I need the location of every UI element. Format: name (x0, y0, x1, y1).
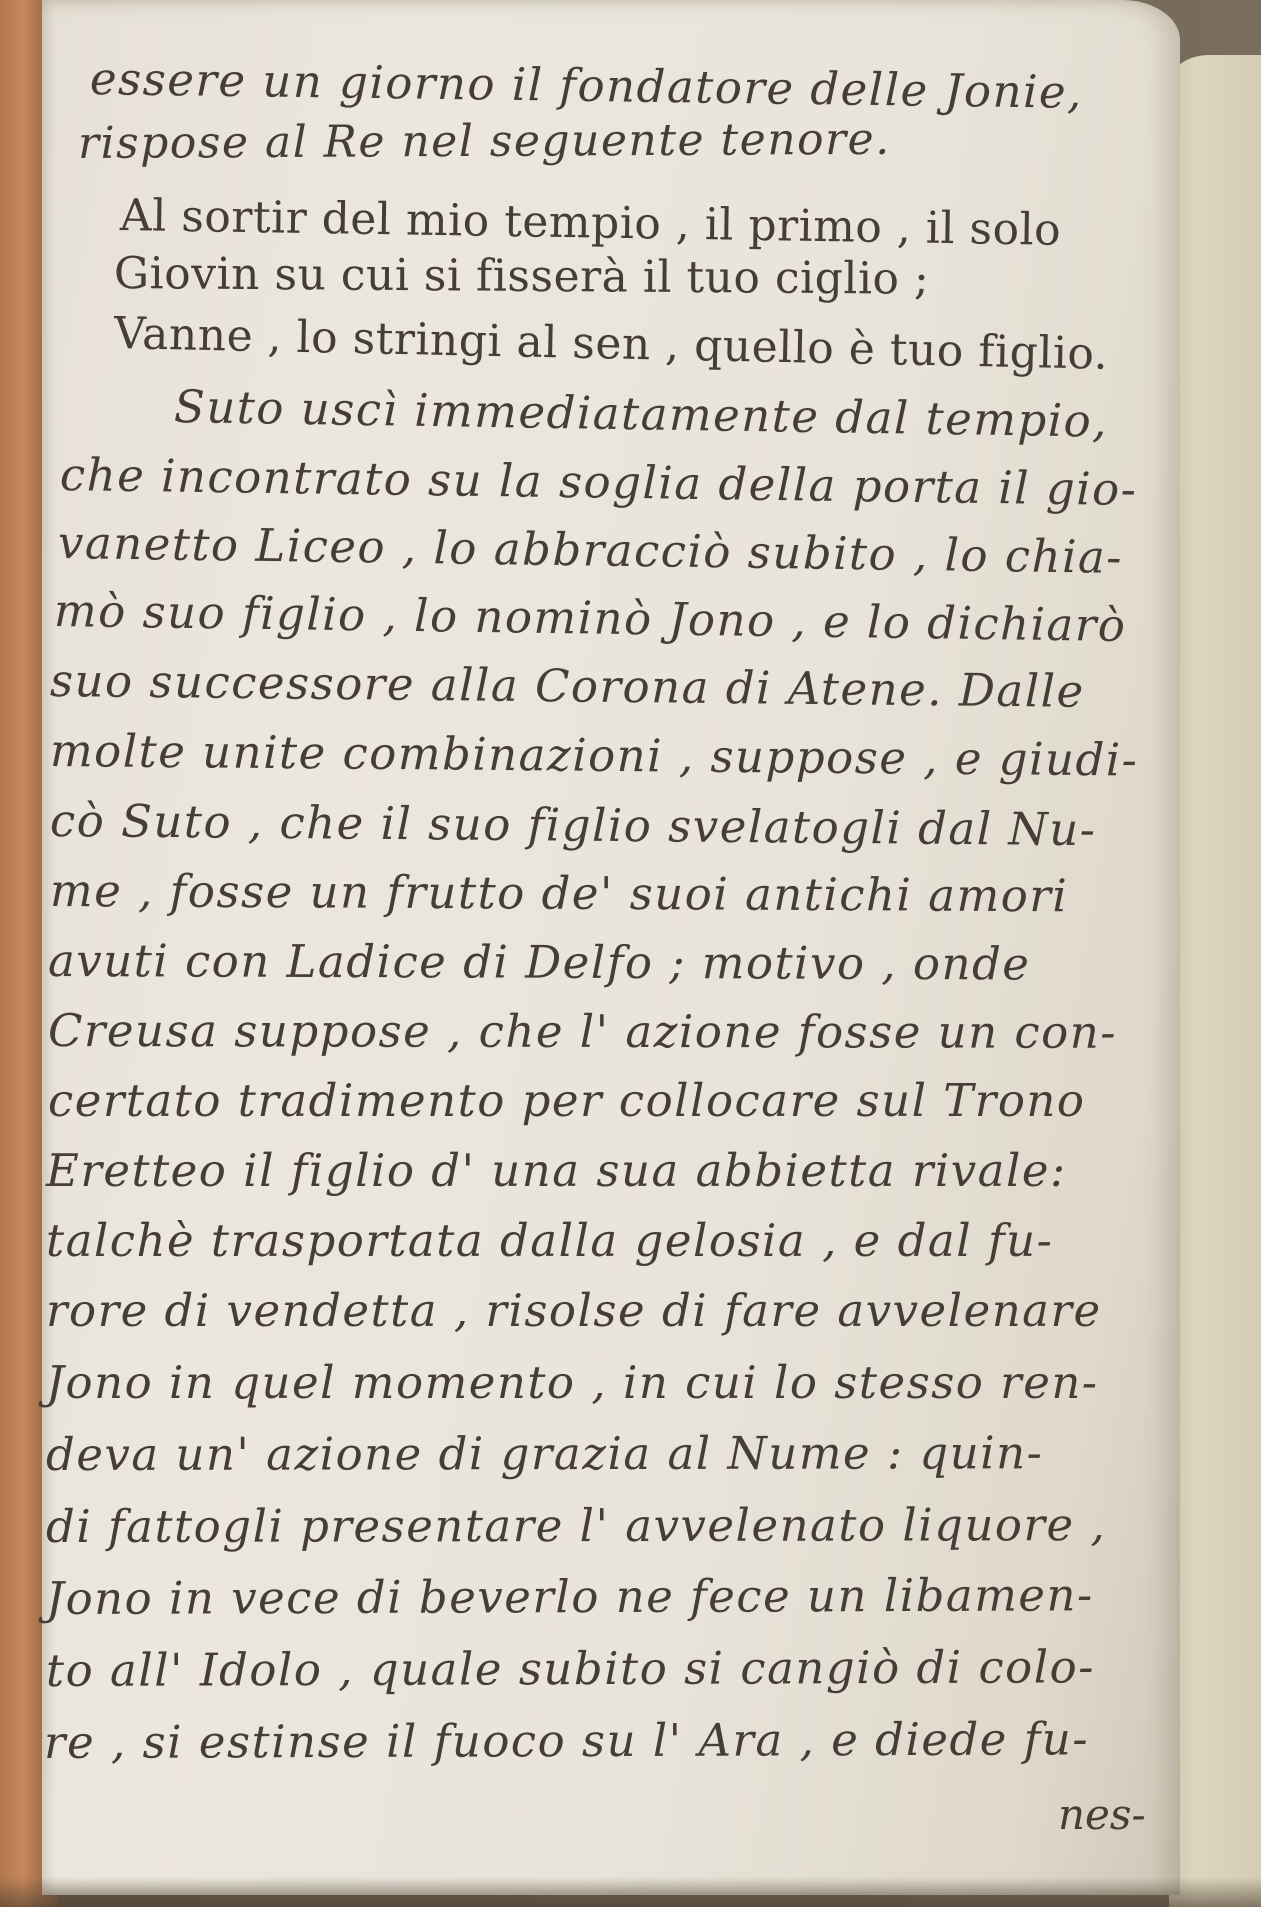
text-line: Jono in vece di beverlo ne fece un libamen- (45, 1568, 1094, 1625)
text-line: re , si estinse il fuoco su l' Ara , e diede fu- (43, 1712, 1090, 1769)
text-line: Jono in quel momento , in cui lo stesso ren- (46, 1356, 1099, 1409)
bottom-shadow (0, 1877, 1261, 1907)
verse-line: Giovin su cui si fisserà il tuo ciglio ; (113, 248, 930, 305)
next-page-edge (1169, 55, 1261, 1907)
text-line: rore di vendetta , risolse di fare avvelenare (46, 1284, 1102, 1337)
text-line: to all' Idolo , quale subito si cangiò di colo- (45, 1640, 1096, 1697)
text-line: cò Suto , che il suo figlio svelatogli dal Nu- (49, 794, 1097, 857)
text-line: essere un giorno il fondatore delle Jonie, (89, 52, 1084, 119)
text-line: deva un' azione di grazia al Nume : quin- (45, 1426, 1044, 1481)
catchword: nes- (1058, 1790, 1146, 1839)
text-line: talchè trasportata dalla gelosia , e dal fu- (46, 1214, 1054, 1267)
text-line: Suto uscì immediatamente dal tempio, (173, 380, 1109, 448)
text-line: avuti con Ladice di Delfo ; motivo , onde (47, 934, 1031, 991)
text-line: vanetto Liceo , lo abbracciò subito , lo chia- (57, 516, 1124, 584)
verse-line: Al sortir del mio tempio , il primo , il solo (119, 190, 1062, 256)
text-line: molte unite combinazioni , suppose , e giudi- (49, 724, 1139, 787)
text-line: suo successore alla Corona di Atene. Dalle (49, 654, 1085, 718)
text-line: Creusa suppose , che l' azione fosse un con- (47, 1004, 1117, 1059)
text-line: Eretteo il figlio d' una sua abbietta rivale: (46, 1144, 1067, 1197)
text-line: rispose al Re nel seguente tenore. (77, 113, 891, 169)
text-line: di fattogli presentare l' avvelenato liquore , (45, 1498, 1107, 1553)
text-line: me , fosse un frutto de' suoi antichi amori (49, 864, 1069, 923)
text-line: mò suo figlio , lo nominò Jono , e lo dichiarò (53, 584, 1127, 652)
text-line: che incontrato su la soglia della porta il gio- (59, 448, 1138, 517)
verse-line: Vanne , lo stringi al sen , quello è tuo figlio. (113, 308, 1109, 380)
book-page (42, 0, 1180, 1895)
text-line: certato tradimento per collocare sul Trono (48, 1074, 1086, 1127)
page-text (42, 0, 1180, 1895)
